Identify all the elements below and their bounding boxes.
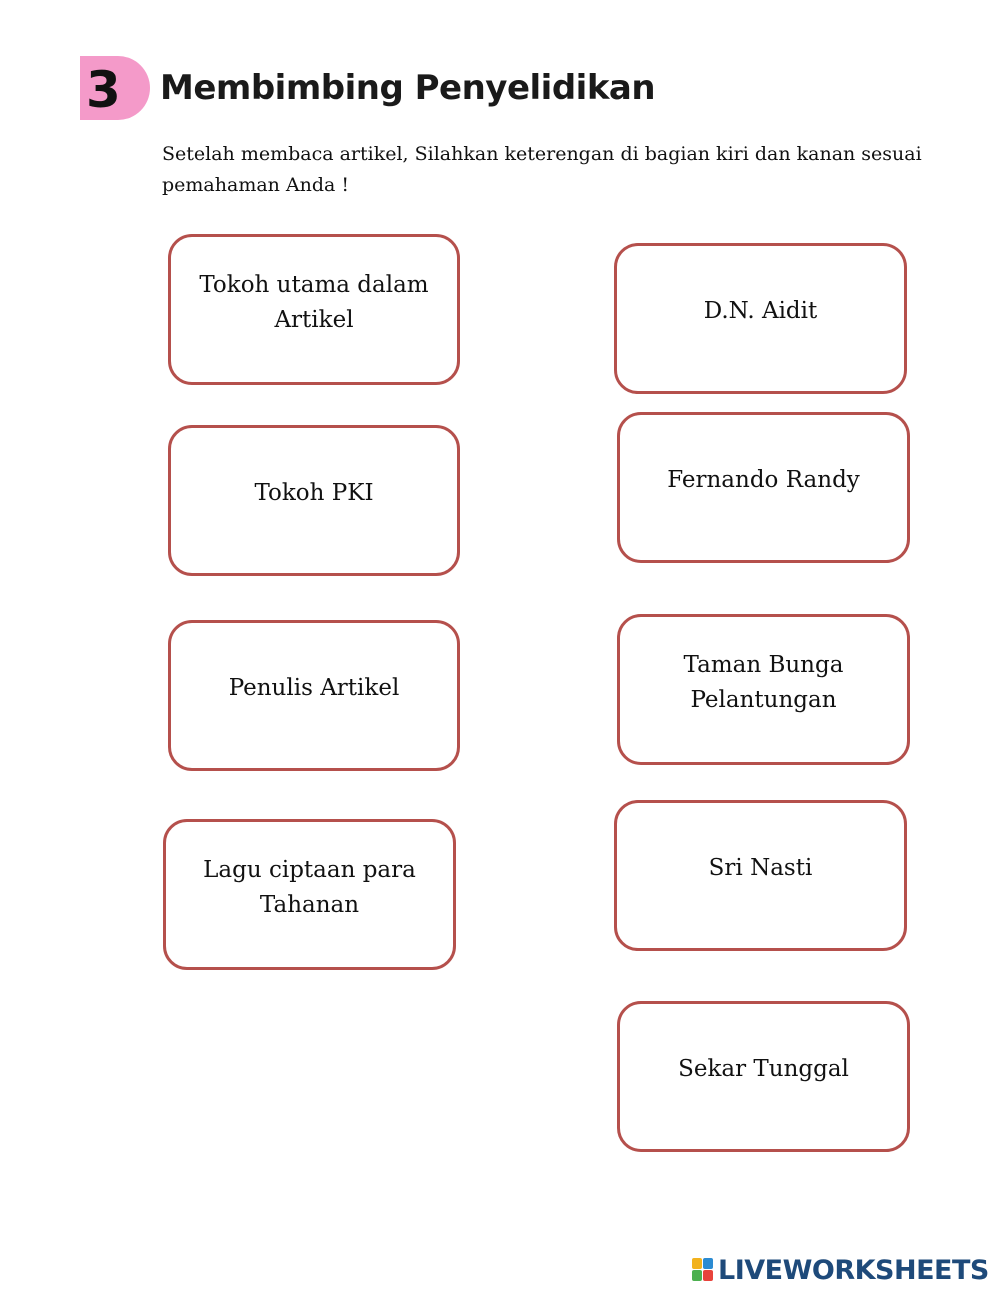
section-number-badge xyxy=(80,56,150,120)
liveworksheets-brand: LIVEWORKSHEETS xyxy=(718,1254,989,1286)
right-card-label: Sekar Tunggal xyxy=(678,1056,849,1082)
right-card-label: D.N. Aidit xyxy=(703,298,818,324)
right-card-label: Taman Bunga Pelantungan xyxy=(683,652,844,713)
left-card-prisoner-song[interactable] xyxy=(163,819,456,970)
left-card-label: Penulis Artikel xyxy=(228,675,400,701)
left-card-main-figure[interactable] xyxy=(168,234,460,385)
left-card-label: Lagu ciptaan para Tahanan xyxy=(203,857,416,918)
right-card-taman-bunga[interactable] xyxy=(617,614,910,765)
liveworksheets-logo xyxy=(692,1254,989,1286)
right-card-dn-aidit[interactable] xyxy=(614,243,907,394)
right-card-sekar-tunggal[interactable] xyxy=(617,1001,910,1152)
right-card-label: Fernando Randy xyxy=(667,467,860,493)
right-card-label: Sri Nasti xyxy=(708,855,813,881)
section-title: Membimbing Penyelidikan xyxy=(160,68,656,108)
section-header xyxy=(80,56,656,120)
left-card-article-writer[interactable] xyxy=(168,620,460,771)
right-card-sri-nasti[interactable] xyxy=(614,800,907,951)
left-card-label: Tokoh utama dalam Artikel xyxy=(199,272,429,333)
instruction-text: Setelah membaca artikel, Silahkan keterengan di bagian kiri dan kanan sesuai pemahaman Anda ! xyxy=(162,143,922,196)
liveworksheets-logo-icon xyxy=(692,1258,714,1282)
right-card-fernando-randy[interactable] xyxy=(617,412,910,563)
left-card-label: Tokoh PKI xyxy=(254,480,374,506)
left-card-pki-figure[interactable] xyxy=(168,425,460,576)
section-number: 3 xyxy=(86,61,119,119)
